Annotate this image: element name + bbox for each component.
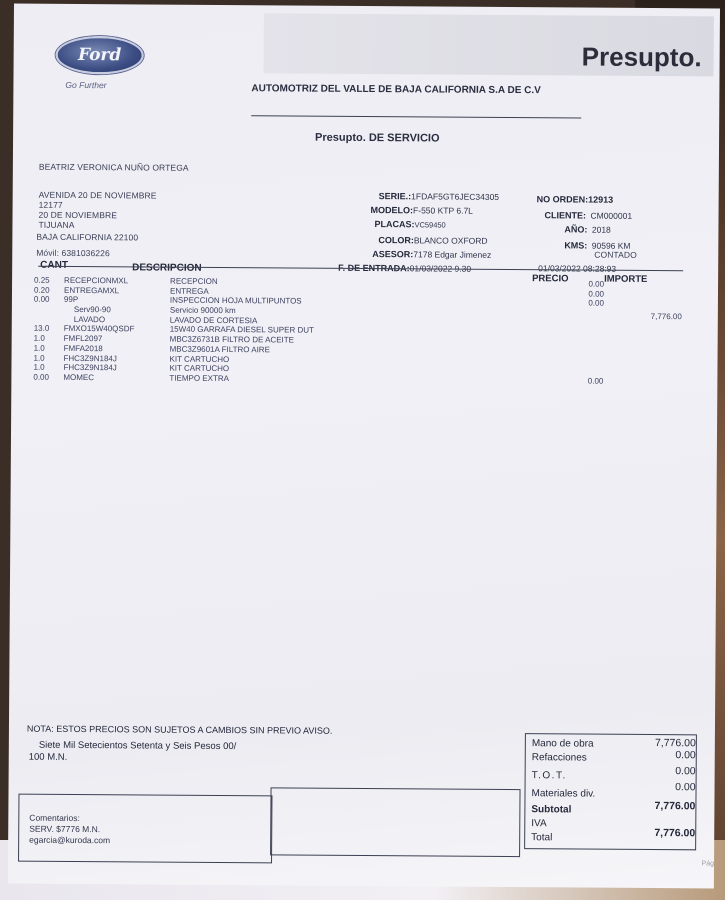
print-timestamp: 01/03/2022 08:28:93 bbox=[538, 263, 617, 274]
comments-box bbox=[18, 794, 272, 864]
table-row: Serv90-90 Servicio 90000 km 7,776.00 bbox=[73, 305, 682, 322]
total-row-total: Total 7,776.00 bbox=[531, 827, 696, 844]
amount-words-line-2: 100 M.N. bbox=[28, 751, 68, 763]
table-row: 1.0 FMFA2018 MBC3Z9601A FILTRO AIRE bbox=[33, 343, 270, 355]
col-header-amount: IMPORTE bbox=[604, 273, 648, 285]
address-line-2: 12177 bbox=[38, 199, 63, 210]
comments-label: Comentarios: bbox=[29, 812, 80, 824]
customer-name: BEATRIZ VERONICA NUÑO ORTEGA bbox=[38, 161, 189, 173]
document-type: Presupto. bbox=[581, 41, 702, 73]
total-row-materials: Materiales div. 0.00 bbox=[531, 781, 696, 800]
amount-words-line-1: Siete Mil Setecientos Setenta y Seis Pesos 00/ bbox=[38, 739, 237, 753]
document-title: Presupto. DE SERVICIO bbox=[315, 131, 440, 145]
total-row-subtotal: Subtotal 7,776.00 bbox=[531, 800, 696, 816]
table-row: 0.20 ENTREGAMXL ENTREGA 0.00 bbox=[33, 285, 605, 299]
kms-field: KMS: 90596 KM bbox=[564, 240, 631, 251]
address-line-4: TIJUANA bbox=[38, 219, 75, 230]
address-line-5: BAJA CALIFORNIA 22100 bbox=[36, 231, 139, 243]
total-row-iva: IVA bbox=[531, 818, 547, 830]
table-row: 1.0 FMFL2097 MBC3Z6731B FILTRO DE ACEITE bbox=[33, 333, 295, 345]
total-row-parts: Refacciones 0.00 bbox=[531, 749, 696, 764]
customer-phone: Móvil: 6381036226 bbox=[36, 247, 110, 259]
table-row: 1.0 FHC3Z9N184J KIT CARTUCHO bbox=[33, 353, 230, 364]
address-line-1: AVENIDA 20 DE NOVIEMBRE bbox=[38, 189, 157, 201]
total-row-labor: Mano de obra 7,776.00 bbox=[531, 737, 696, 750]
modelo-field: MODELO:F-550 KTP 6.7L bbox=[370, 205, 473, 216]
no-orden-field: NO ORDEN:12913 bbox=[536, 194, 614, 205]
table-row: 13.0 FMXO15W40QSDF 15W40 GARRAFA DIESEL SUPER DUT bbox=[33, 324, 314, 336]
col-header-qty: CANT bbox=[40, 259, 69, 271]
payment-type: CONTADO bbox=[594, 249, 637, 260]
price-notice: NOTA: ESTOS PRECIOS SON SUJETOS A CAMBIOS SIN PREVIO AVISO. bbox=[26, 723, 333, 736]
brand-tagline: Go Further bbox=[65, 79, 107, 91]
address-line-3: 20 DE NOVIEMBRE bbox=[38, 209, 118, 221]
total-row-tot: T.O.T. 0.00 bbox=[531, 765, 696, 782]
table-row: 1.0 FHC3Z9N184J KIT CARTUCHO bbox=[33, 362, 230, 374]
col-header-desc: DESCRIPCION bbox=[132, 262, 202, 274]
signature-box bbox=[270, 787, 520, 857]
asesor-field: ASESOR:7178 Edgar Jimenez bbox=[372, 249, 492, 260]
company-underline bbox=[251, 115, 581, 118]
company-name: AUTOMOTRIZ DEL VALLE DE BAJA CALIFORNIA S.A DE C.V bbox=[251, 83, 541, 97]
table-row: 0.25 RECEPCIONMXL RECEPCION 0.00 bbox=[34, 275, 605, 289]
totals-box bbox=[524, 733, 697, 850]
color-field: COLOR:BLANCO OXFORD bbox=[378, 235, 488, 246]
line-items bbox=[33, 273, 684, 387]
table-row: 0.00 MOMEC TIEMPO EXTRA 0.00 bbox=[33, 372, 604, 386]
entrada-field: F. DE ENTRADA:01/03/2022 9.30 bbox=[338, 262, 472, 274]
ford-logo: Ford bbox=[56, 36, 144, 75]
amount-in-words bbox=[29, 740, 237, 765]
anio-field: AÑO: 2018 bbox=[564, 224, 611, 235]
serie-field: SERIE.:1FDAF5GT6JEC34305 bbox=[378, 191, 500, 202]
comments-line-2: egarcia@kuroda.com bbox=[29, 834, 111, 846]
placas-field: PLACAS:VC59450 bbox=[374, 219, 446, 230]
service-quote-document bbox=[8, 4, 720, 889]
col-header-price: PRECIO bbox=[532, 273, 569, 285]
table-row: 0.00 99P INSPECCION HOJA MULTIPUNTOS 0.00 bbox=[33, 295, 604, 309]
cliente-field: CLIENTE: CM000001 bbox=[544, 210, 633, 221]
page-mark: Pág bbox=[701, 860, 715, 868]
comments-line-1: SERV. $7776 M.N. bbox=[29, 823, 101, 835]
table-row: LAVADO LAVADO DE CORTESIA bbox=[73, 314, 258, 325]
